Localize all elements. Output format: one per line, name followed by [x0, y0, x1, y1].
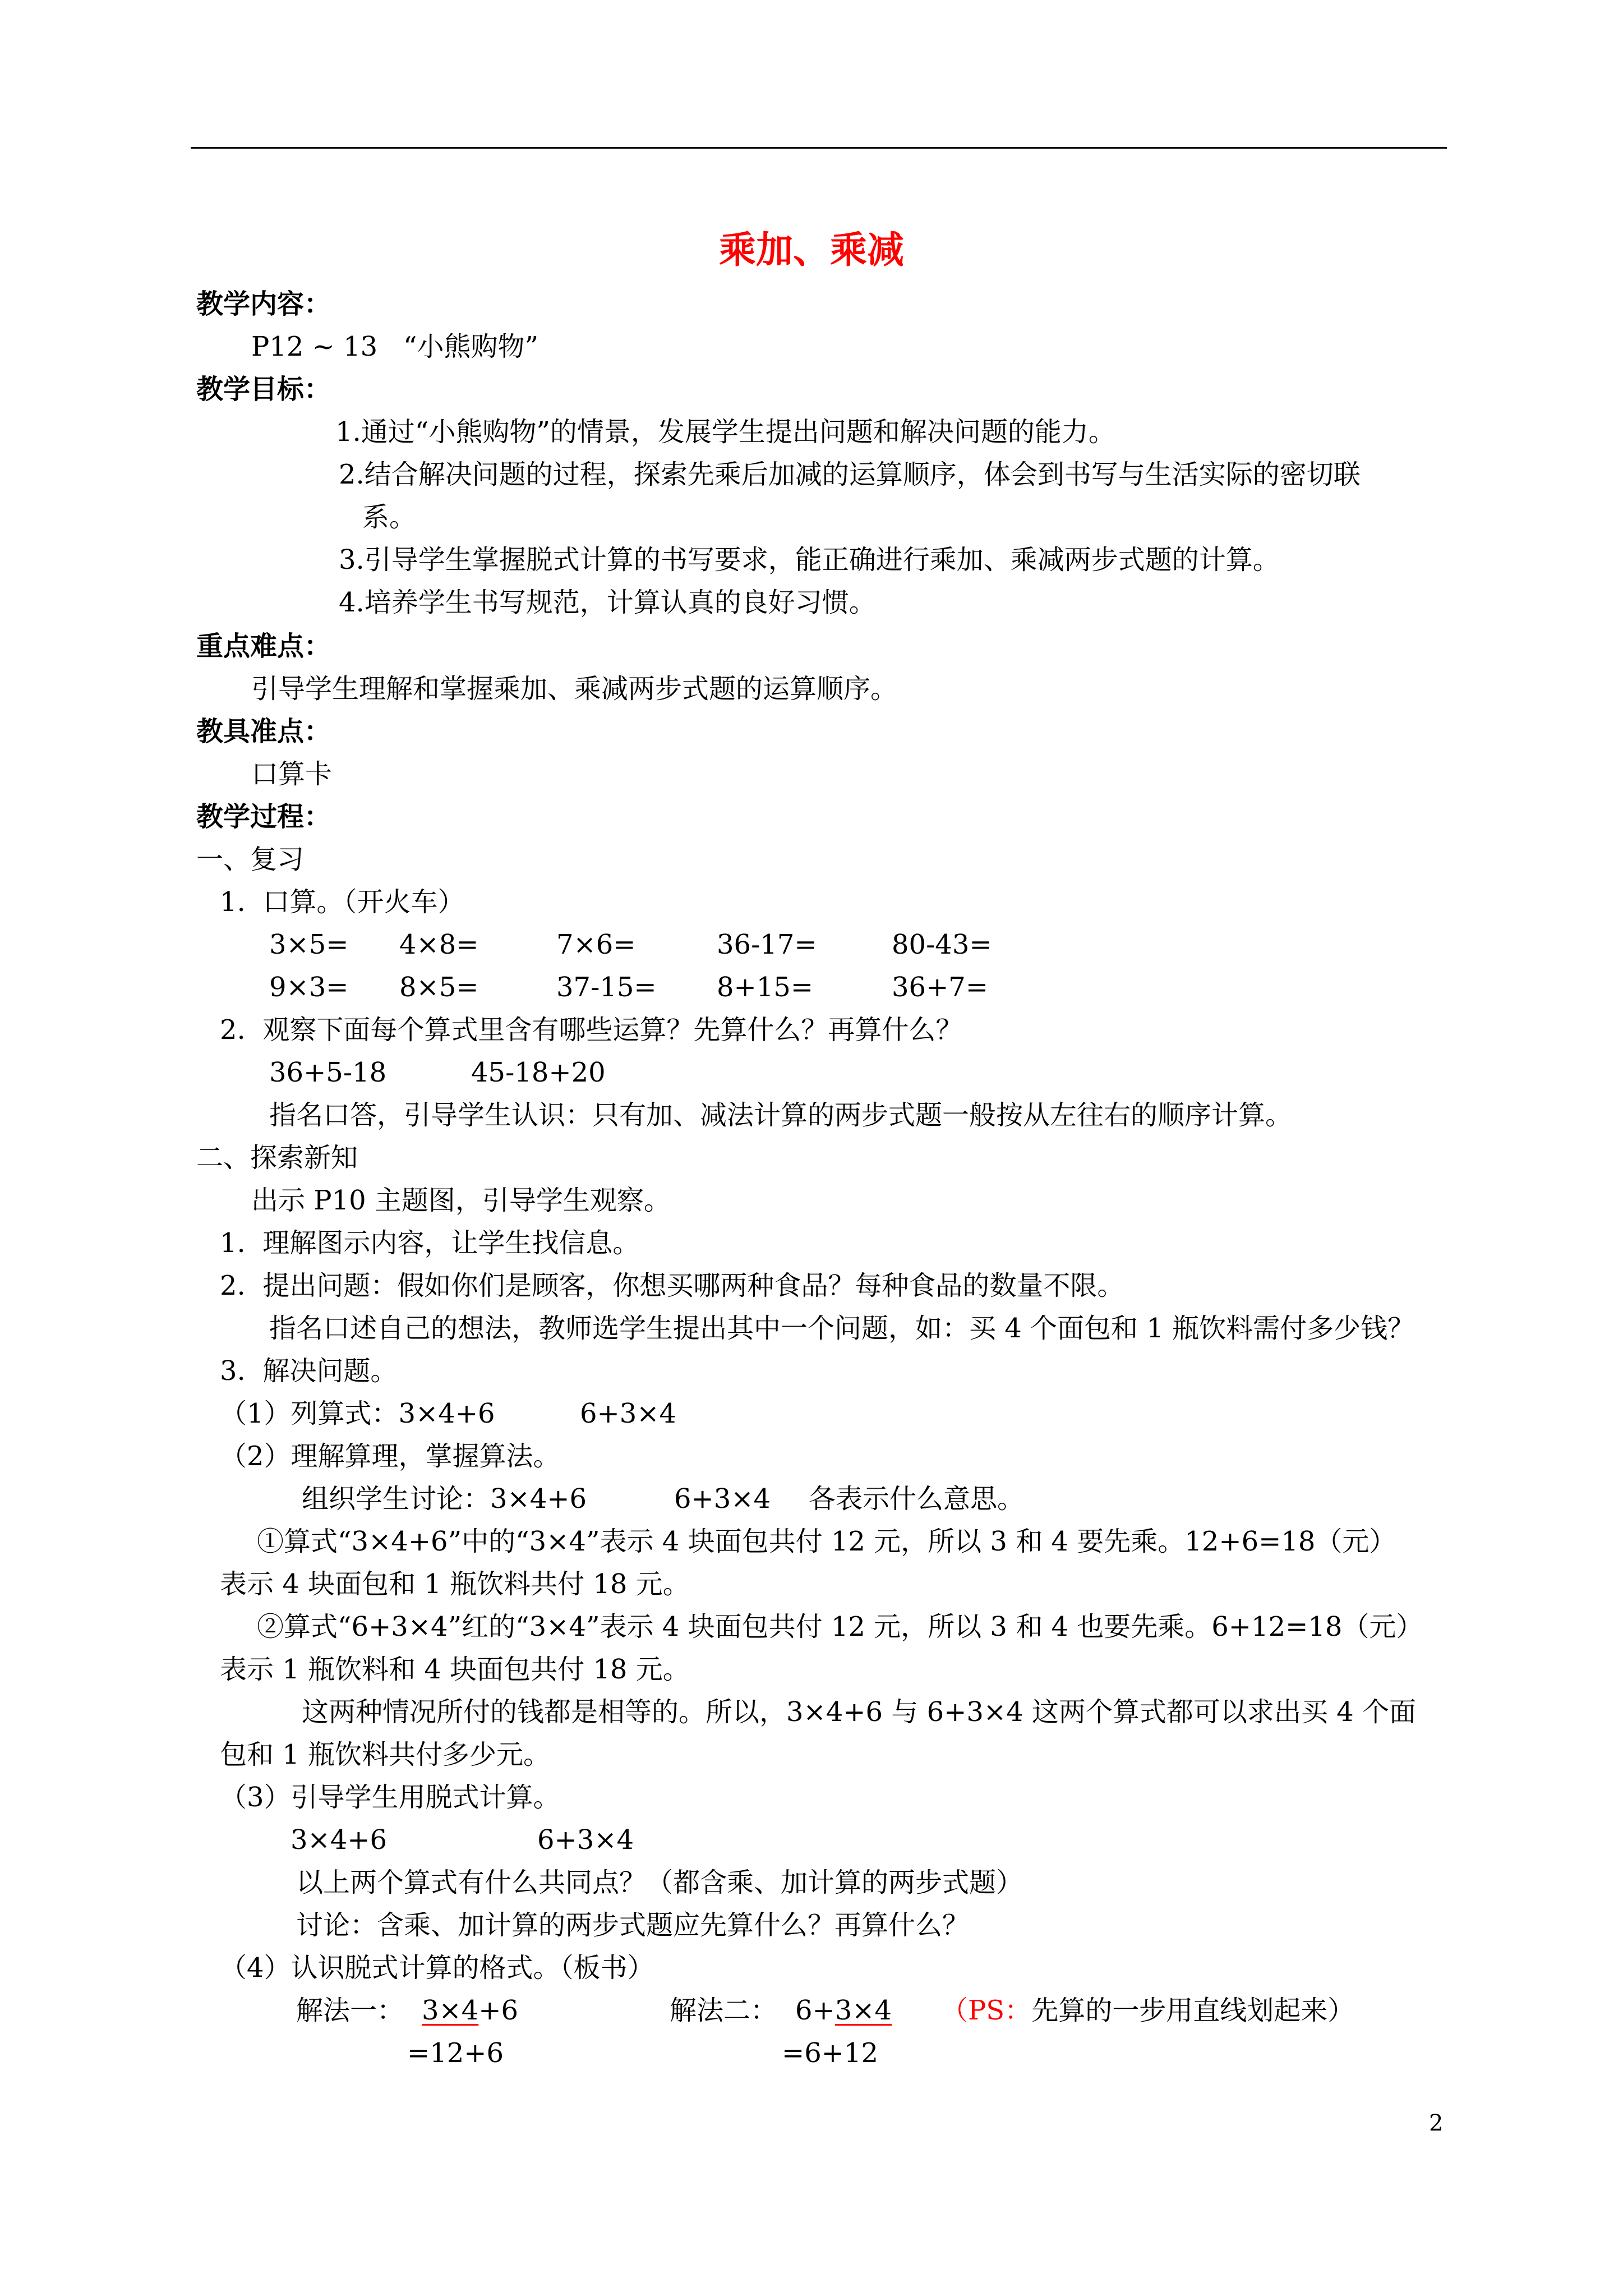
- calc-row2-item: 8×5=: [399, 972, 479, 1003]
- calc-row1-item: 4×8=: [399, 929, 479, 960]
- step-3: （3）引导学生用脱式计算。: [220, 1782, 560, 1813]
- tools-line: 口算卡: [251, 758, 333, 790]
- goal-4: 4.培养学生书写规范，计算认真的良好习惯。: [339, 587, 876, 618]
- explore-item-2-note: 指名口述自己的想法，教师选学生提出其中一个问题，如：买 4 个面包和 1 瓶饮料需付多少钱？: [269, 1313, 1415, 1344]
- calc-row1-item: 3×5=: [269, 929, 349, 960]
- step-2-discuss: 组织学生讨论：3×4+6: [302, 1483, 587, 1515]
- case-2-line-b: 表示 1 瓶饮料和 4 块面包共付 18 元。: [220, 1654, 690, 1685]
- step-2-discuss-expr: 6+3×4: [674, 1483, 771, 1515]
- observe-expr-2: 45-18+20: [471, 1057, 606, 1088]
- review-item-2-note: 指名口答，引导学生认识：只有加、减法计算的两步式题一般按从左往右的顺序计算。: [269, 1099, 1293, 1131]
- step-2: （2）理解算理，掌握算法。: [220, 1441, 560, 1472]
- step-3-question: 以上两个算式有什么共同点？（都含乘、加计算的两步式题）: [296, 1867, 1023, 1898]
- calc-row1-item: 80-43=: [892, 929, 992, 960]
- section-explore: 二、探索新知: [196, 1142, 358, 1174]
- calc-row2-item: 8+15=: [717, 972, 814, 1003]
- calc-row2-item: 36+7=: [892, 972, 989, 1003]
- ps-note-text: 先算的一步用直线划起来）: [1031, 1995, 1355, 2026]
- page-title: 乘加、乘减: [719, 228, 904, 272]
- method-2-step: =6+12: [782, 2037, 879, 2069]
- case-3-line-b: 包和 1 瓶饮料共付多少元。: [220, 1739, 551, 1770]
- heading-teaching-process: 教学过程：: [196, 801, 331, 832]
- review-item-1: 1. 口算。（开火车）: [220, 886, 465, 918]
- heading-teaching-goals: 教学目标：: [196, 374, 331, 405]
- calc-row1-item: 7×6=: [556, 929, 636, 960]
- method-1-label: 解法一：: [296, 1995, 404, 2026]
- goal-3: 3.引导学生掌握脱式计算的书写要求，能正确进行乘加、乘减两步式题的计算。: [339, 544, 1280, 576]
- section-review: 一、复习: [196, 844, 305, 875]
- method-2-expression: [795, 1994, 892, 2027]
- heading-key-points: 重点难点：: [196, 631, 331, 662]
- explore-item-3: 3. 解决问题。: [220, 1355, 398, 1387]
- header-rule: [191, 147, 1447, 149]
- review-item-2: 2. 观察下面每个算式里含有哪些运算？先算什么？再算什么？: [220, 1014, 963, 1046]
- key-line: 引导学生理解和掌握乘加、乘减两步式题的运算顺序。: [251, 673, 898, 705]
- case-1-line-b: 表示 4 块面包和 1 瓶饮料共付 18 元。: [220, 1568, 690, 1600]
- explore-item-2: 2. 提出问题：假如你们是顾客，你想买哪两种食品？每种食品的数量不限。: [220, 1270, 1124, 1301]
- step-2-discuss-tail: 各表示什么意思。: [809, 1483, 1025, 1515]
- step-1-formula: （1）列算式：3×4+6: [220, 1398, 495, 1429]
- method-2-prefix: 6+: [795, 1995, 835, 2026]
- method-1-step: =12+6: [407, 2037, 504, 2069]
- calc-row2-item: 37-15=: [556, 972, 657, 1003]
- goal-2a: 2.结合解决问题的过程，探索先乘后加减的运算顺序，体会到书写与生活实际的密切联: [339, 459, 1361, 490]
- ps-note-label: （PS：: [941, 1995, 1032, 2026]
- method-1-expression: [422, 1994, 518, 2027]
- method-2-underlined-part: 3×4: [834, 1995, 892, 2026]
- step-3-discussion: 讨论：含乘、加计算的两步式题应先算什么？再算什么？: [296, 1910, 970, 1941]
- explore-intro: 出示 P10 主题图，引导学生观察。: [251, 1185, 671, 1216]
- step-1-formula-2: 6+3×4: [580, 1398, 677, 1429]
- case-3-line-a: 这两种情况所付的钱都是相等的。所以，3×4+6 与 6+3×4 这两个算式都可以求出买 4 个面: [302, 1696, 1416, 1728]
- calc-row1-item: 36-17=: [717, 929, 817, 960]
- observe-expr-1: 36+5-18: [269, 1057, 387, 1088]
- content-line: P12 ~ 13 “小熊购物”: [251, 331, 539, 362]
- heading-teaching-content: 教学内容：: [196, 288, 331, 320]
- page-number: 2: [1429, 2110, 1444, 2136]
- step-3-expr-2: 6+3×4: [537, 1824, 634, 1856]
- method-2-label: 解法二：: [670, 1995, 778, 2026]
- method-1-underlined-part: 3×4: [422, 1995, 479, 2026]
- method-1-rest: +6: [478, 1995, 519, 2026]
- heading-teaching-tools: 教具准点：: [196, 716, 331, 747]
- calc-row2-item: 9×3=: [269, 972, 349, 1003]
- case-1-line-a: ①算式“3×4+6”中的“3×4”表示 4 块面包共付 12 元，所以 3 和 4 要先乘。12+6=18（元）: [257, 1526, 1396, 1557]
- step-3-expr-1: 3×4+6: [291, 1824, 388, 1856]
- goal-1: 1.通过“小熊购物”的情景，发展学生提出问题和解决问题的能力。: [335, 416, 1115, 448]
- ps-note: [941, 1994, 1354, 2027]
- case-2-line-a: ②算式“6+3×4”红的“3×4”表示 4 块面包共付 12 元，所以 3 和 4 也要先乘。6+12=18（元）: [257, 1611, 1423, 1642]
- explore-item-1: 1. 理解图示内容，让学生找信息。: [220, 1227, 640, 1259]
- goal-2b: 系。: [362, 501, 417, 533]
- step-4: （4）认识脱式计算的格式。（板书）: [220, 1952, 654, 1984]
